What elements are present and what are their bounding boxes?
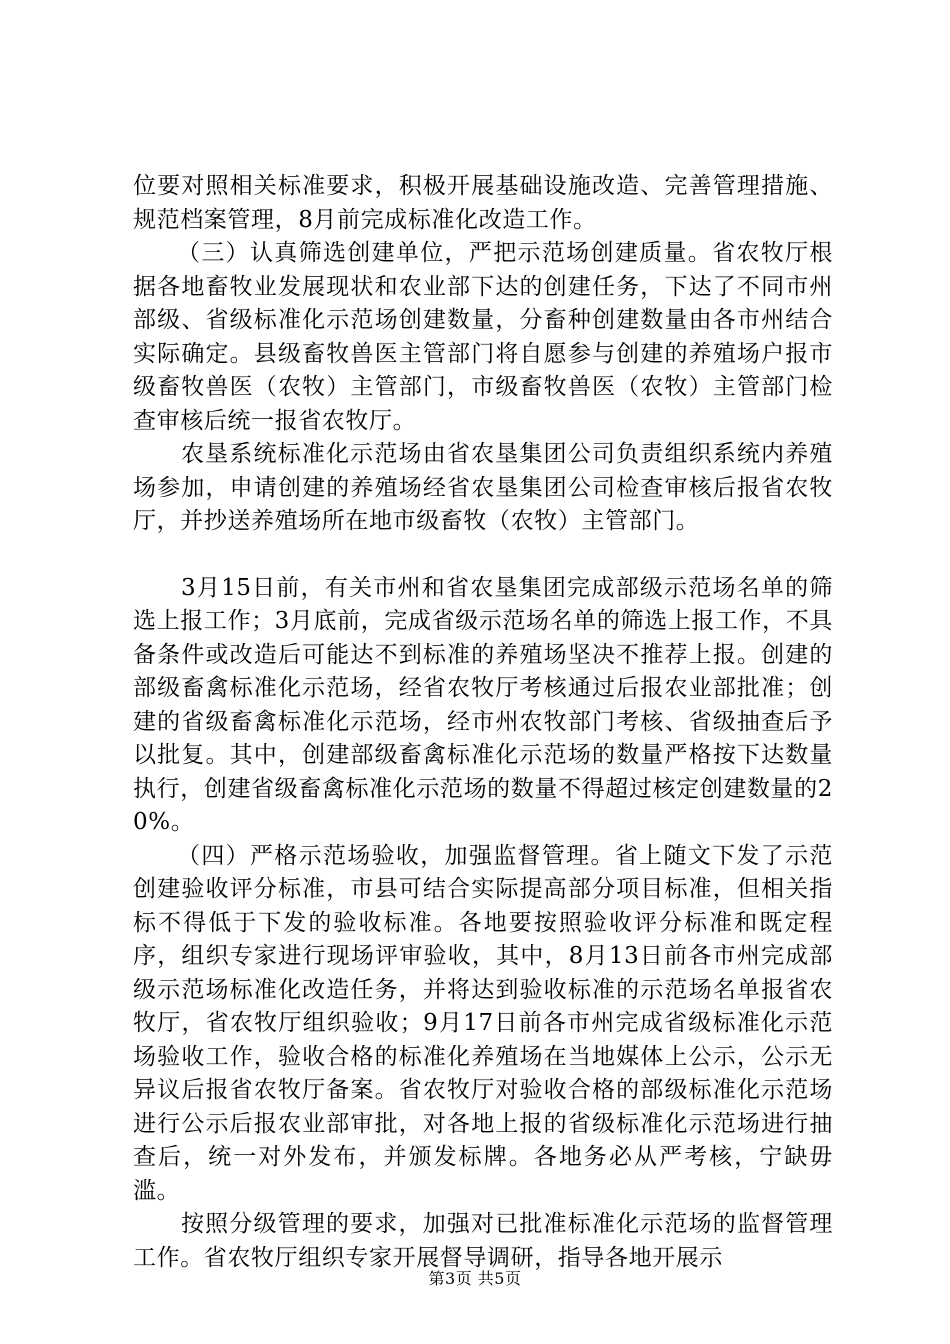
paragraph-spacer [133, 539, 833, 572]
document-body [133, 170, 833, 1275]
page-number-footer: 第3页 共5页 [428, 1269, 522, 1288]
paragraph-nongken-system: 农垦系统标准化示范场由省农垦集团公司负责组织系统内养殖场参加，申请创建的养殖场经省农垦集团公司检查审核后报省农牧厅，并抄送养殖场所在地市级畜牧（农牧）主管部门。 [133, 441, 833, 534]
paragraph-continuation: 位要对照相关标准要求，积极开展基础设施改造、完善管理措施、规范档案管理，8月前完成标准化改造工作。 [133, 173, 833, 233]
paragraph-supervision: 按照分级管理的要求，加强对已批准标准化示范场的监督管理工作。省农牧厅组织专家开展督导调研，指导各地开展示 [133, 1211, 833, 1271]
paragraph-section-four: （四）严格示范场验收，加强监督管理。省上随文下发了示范创建验收评分标准，市县可结合实际提高部分项目标准，但相关指标不得低于下发的验收标准。各地要按照验收评分标准和既定程序，组织专家进行现场评审验收，其中，8月13日前各市州完成部级示范场标准化改造任务，并将达到验收标准的示范场名单报省农牧厅，省农牧厅组织验收；9月17日前各市州完成省级标准化示范场验收工作，验收合格的标准化养殖场在当地媒体上公示，公示无异议后报省农牧厅备案。省农牧厅对验收合格的部级标准化示范场进行公示后报农业部审批，对各地上报的省级标准化示范场进行抽查后，统一对外发布，并颁发标牌。各地务必从严考核，宁缺毋滥。 [133, 842, 833, 1204]
paragraph-deadlines: 3月15日前，有关市州和省农垦集团完成部级示范场名单的筛选上报工作；3月底前，完成省级示范场名单的筛选上报工作，不具备条件或改造后可能达不到标准的养殖场坚决不推荐上报。创建的部级畜禽标准化示范场，经省农牧厅考核通过后报农业部批准；创建的省级畜禽标准化示范场，经市州农牧部门考核、省级抽查后予以批复。其中，创建部级畜禽标准化示范场的数量严格按下达数量执行，创建省级畜禽标准化示范场的数量不得超过核定创建数量的20%。 [133, 574, 833, 835]
paragraph-section-three: （三）认真筛选创建单位，严把示范场创建质量。省农牧厅根据各地畜牧业发展现状和农业部下达的创建任务，下达了不同市州部级、省级标准化示范场创建数量，分畜种创建数量由各市州结合实际确定。县级畜牧兽医主管部门将自愿参与创建的养殖场户报市级畜牧兽医（农牧）主管部门，市级畜牧兽医（农牧）主管部门检查审核后统一报省农牧厅。 [133, 240, 833, 434]
